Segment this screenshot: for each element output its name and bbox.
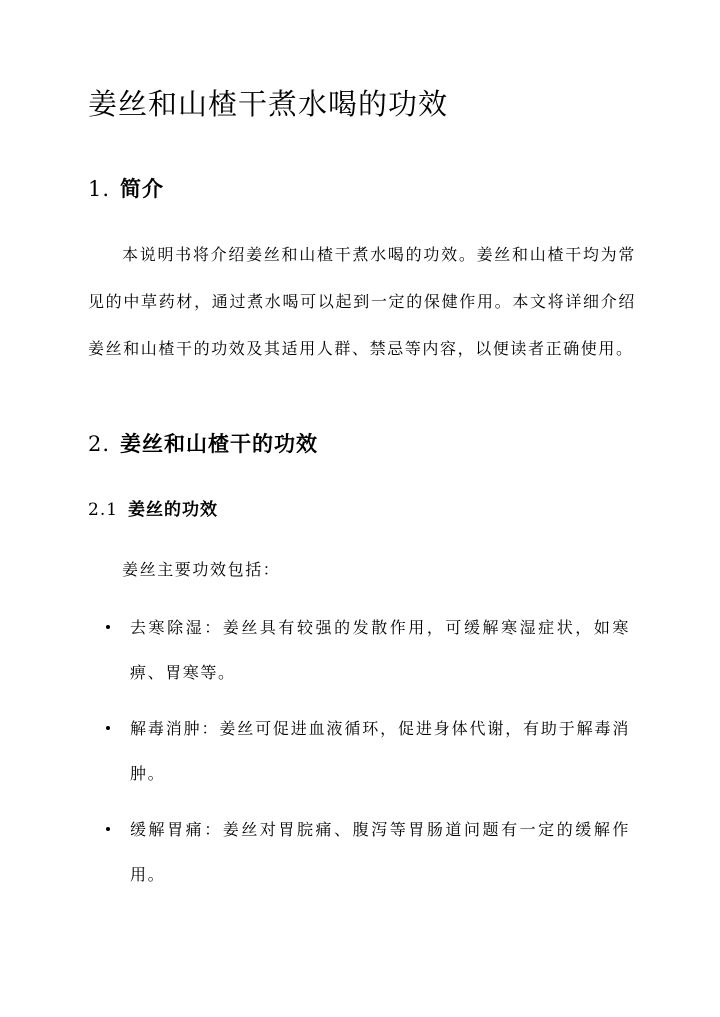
- subsection-title: 姜丝的功效: [128, 500, 219, 520]
- section-number: 2.: [88, 432, 111, 456]
- ginger-lead-text: 姜丝主要功效包括：: [122, 560, 281, 579]
- document-title: 姜丝和山楂干煮水喝的功效: [88, 87, 449, 121]
- subsection-heading-ginger: [88, 497, 218, 523]
- section-heading-effects: [88, 429, 318, 459]
- list-item-text: 解毒消肿：姜丝可促进血液循环，促进身体代谢，有助于解毒消肿。: [130, 719, 630, 783]
- bullet-icon: [106, 726, 110, 730]
- section-title: 姜丝和山楂干的功效: [120, 431, 319, 456]
- bullet-icon: [106, 625, 110, 629]
- ginger-effects-list: [100, 605, 630, 908]
- section-heading-intro: [88, 174, 164, 204]
- list-item: [100, 706, 630, 796]
- list-item-text: 缓解胃痛：姜丝对胃脘痛、腹泻等胃肠道问题有一定的缓解作用。: [130, 820, 630, 884]
- intro-paragraph: 本说明书将介绍姜丝和山楂干煮水喝的功效。姜丝和山楂干均为常见的中草药材，通过煮水喝可以起到一定的保健作用。本文将详细介绍姜丝和山楂干的功效及其适用人群、禁忌等内容，以便读者正确使用。: [88, 245, 636, 358]
- subsection-number: 2.1: [88, 500, 119, 520]
- list-item-text: 去寒除湿：姜丝具有较强的发散作用，可缓解寒湿症状，如寒痹、胃寒等。: [130, 618, 630, 682]
- section-title: 简介: [120, 176, 165, 201]
- section-number: 1.: [88, 177, 111, 201]
- bullet-icon: [106, 827, 110, 831]
- list-item: [100, 807, 630, 897]
- list-item: [100, 605, 630, 695]
